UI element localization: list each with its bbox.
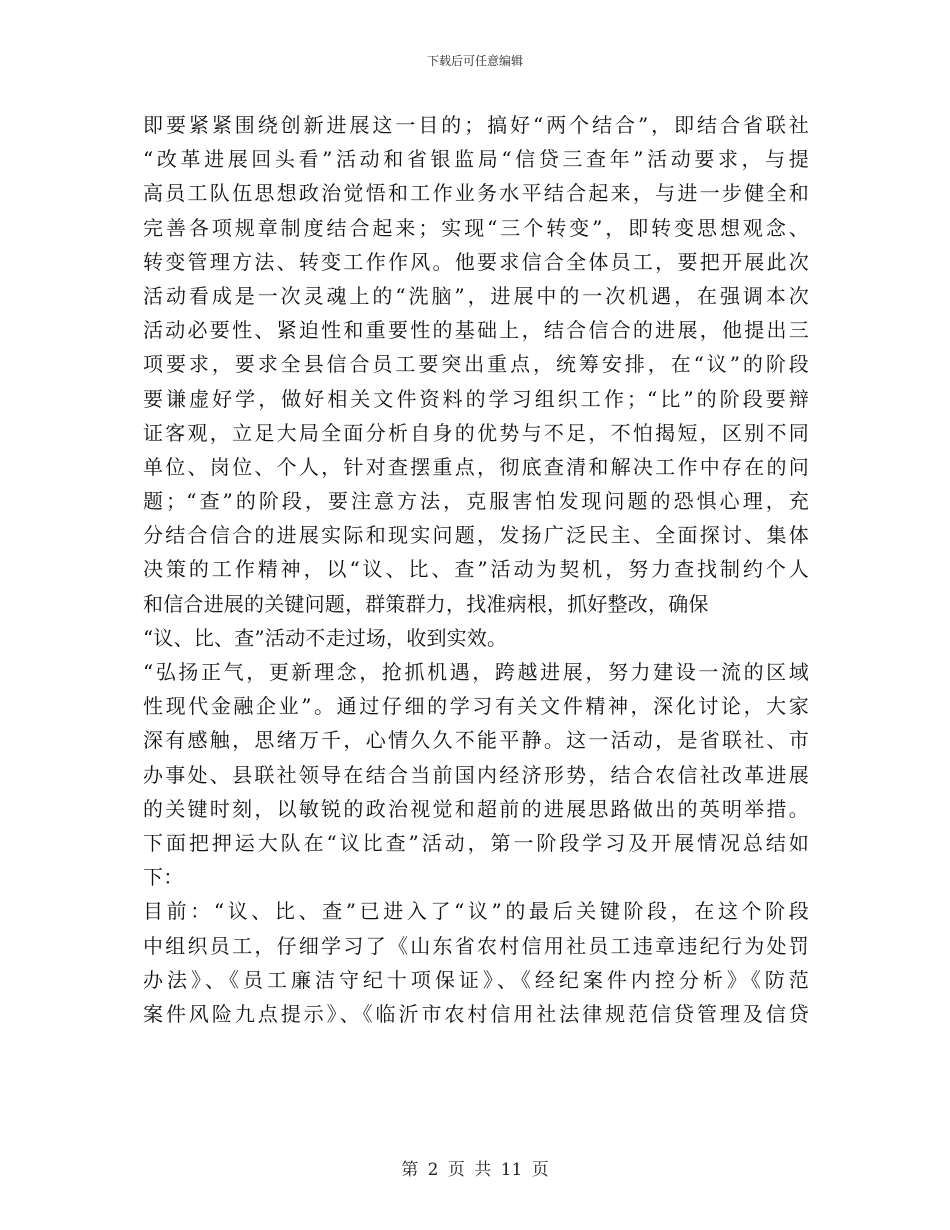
text-line: 目前：“议、比、查”已进入了“议”的最后关键阶段，在这个阶段: [143, 899, 809, 924]
text-line: 高员工队伍思想政治觉悟和工作业务水平结合起来，与进一步健全和: [143, 181, 809, 206]
text-line: 案件风险九点提示》、《临沂市农村信用社法律规范信贷管理及信贷: [143, 1001, 809, 1026]
text-line: 活动必要性、紧迫性和重要性的基础上，结合信合的进展，他提出三: [143, 318, 809, 343]
page-footer: 第 2 页 共 11 页: [401, 1160, 549, 1180]
text-line: 单位、岗位、个人，针对查摆重点，彻底查清和解决工作中存在的问: [143, 454, 809, 479]
page-header: 下载后可任意编辑: [426, 54, 523, 68]
text-line: 深有感触，思绪万千，心情久久不能平静。这一活动，是省联社、市: [143, 728, 809, 753]
text-line: 办事处、县联社领导在结合当前国内经济形势，结合农信社改革进展: [143, 762, 809, 787]
text-line: 转变管理方法、转变工作作风。他要求信合全体员工，要把开展此次: [143, 249, 809, 274]
text-line: 的关键时刻，以敏锐的政治视觉和超前的进展思路做出的英明举措。: [143, 796, 809, 821]
text-line: “改革进展回头看”活动和省银监局“信贷三查年”活动要求，与提: [143, 147, 809, 172]
text-line: 要谦虚好学，做好相关文件资料的学习组织工作；“比”的阶段要辩: [143, 386, 809, 411]
text-line: “议、比、查”活动不走过场，收到实效。: [143, 625, 508, 650]
text-line: 完善各项规章制度结合起来；实现“三个转变”，即转变思想观念、: [143, 215, 809, 240]
text-line: 题；“查”的阶段，要注意方法，克服害怕发现问题的恐惧心理，充: [143, 489, 809, 514]
text-line: 即要紧紧围绕创新进展这一目的；搞好“两个结合”，即结合省联社: [143, 113, 809, 137]
text-line: “弘扬正气，更新理念，抢抓机遇，跨越进展，努力建设一流的区域: [143, 660, 809, 684]
text-line: 和信合进展的关键问题，群策群力，找准病根，抓好整改，确保: [143, 591, 709, 616]
text-line: 决策的工作精神，以“议、比、查”活动为契机，努力查找制约个人: [143, 557, 809, 582]
text-line: 证客观，立足大局全面分析自身的优势与不足，不怕揭短，区别不同: [143, 420, 809, 445]
text-line: 下面把押运大队在“议比查”活动，第一阶段学习及开展情况总结如: [143, 830, 809, 855]
document-body: [143, 108, 809, 1031]
text-line: 分结合信合的进展实际和现实问题，发扬广泛民主、全面探讨、集体: [143, 523, 809, 548]
text-line: 项要求，要求全县信合员工要突出重点，统筹安排，在“议”的阶段: [143, 352, 809, 377]
text-line: 办法》、《员工廉洁守纪十项保证》、《经纪案件内控分析》《防范: [143, 967, 809, 992]
text-line: 性现代金融企业”。通过仔细的学习有关文件精神，深化讨论，大家: [143, 694, 809, 719]
text-line: 下：: [143, 865, 184, 890]
text-line: 活动看成是一次灵魂上的“洗脑”，进展中的一次机遇，在强调本次: [143, 283, 809, 308]
text-line: 中组织员工，仔细学习了《山东省农村信用社员工违章违纪行为处罚: [143, 933, 809, 958]
